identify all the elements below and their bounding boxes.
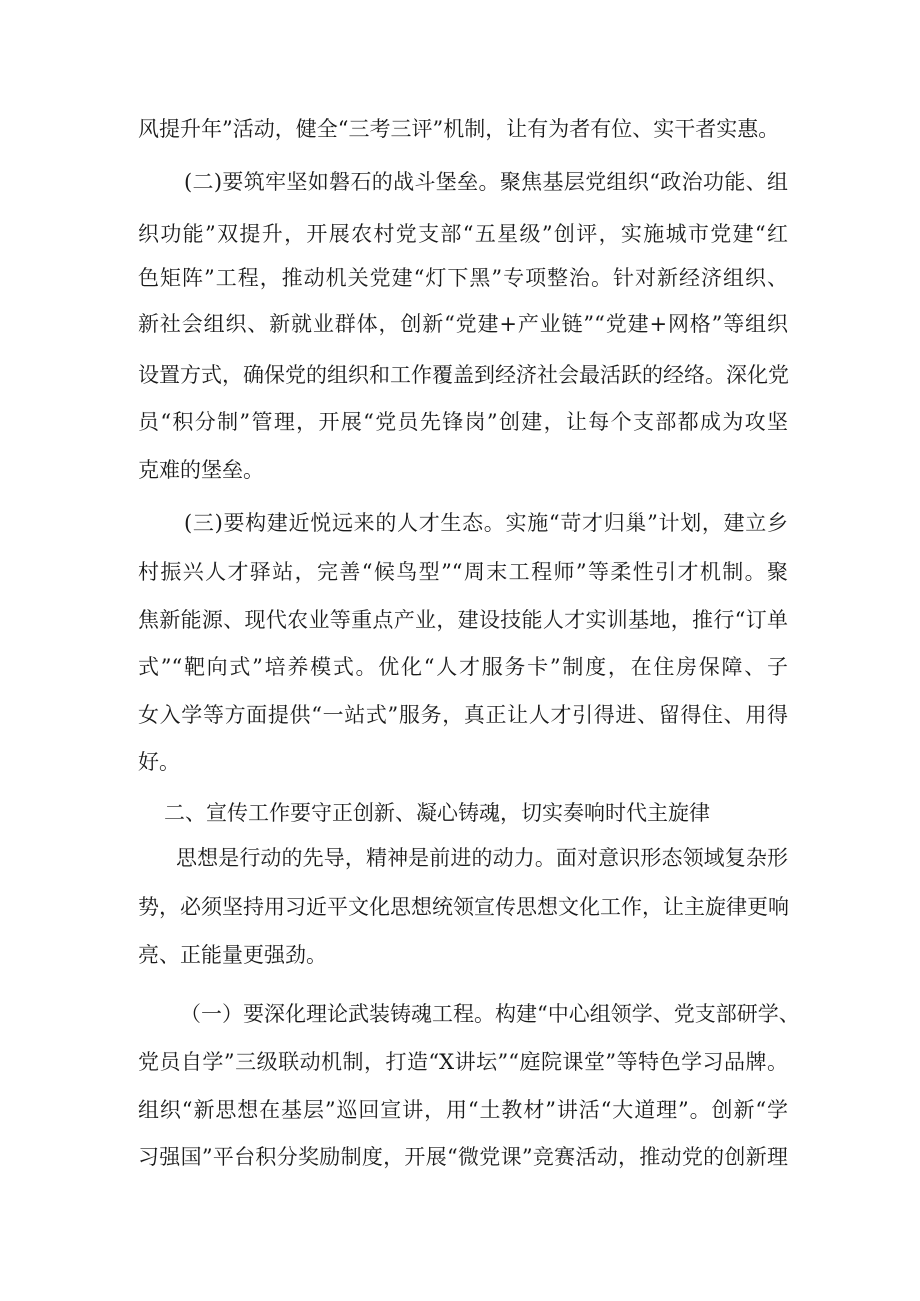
paragraph-line: 女入学等方面提供“一站式”服务，真正让人才引得进、留得住、用得	[138, 703, 788, 727]
paragraph-line: 习强国”平台积分奖励制度，开展“微党课”竞赛活动，推动党的创新理	[138, 1145, 788, 1169]
paragraph-line: 组织“新思想在基层”巡回宣讲，用“土教材”讲活“大道理”。创新“学	[138, 1098, 788, 1122]
paragraph-line: 员“积分制”管理，开展“党员先锋岗”创建，让每个支部都成为攻坚	[138, 410, 788, 434]
paragraph-line: 克难的堡垒。	[138, 458, 264, 482]
section-heading-line: (二)要筑牢坚如磐石的战斗堡垒。聚焦基层党组织“政治功能、组	[184, 170, 788, 194]
paragraph-line: 好。	[138, 750, 180, 774]
section-heading-line: (三)要构建近悦远来的人才生态。实施“苛才归巢”计划，建立乡	[184, 511, 788, 535]
paragraph-line: 织功能”双提升，开展农村党支部“五星级”创评，实施城市党建“红	[138, 222, 788, 246]
paragraph-line: 风提升年”活动，健全“三考三评”机制，让有为者有位、实干者实惠。	[138, 117, 780, 141]
paragraph-line: 党员自学”三级联动机制，打造“X讲坛”“庭院课堂”等特色学习品牌。	[138, 1050, 788, 1074]
section-heading-line: （一）要深化理论武装铸魂工程。构建“中心组领学、党支部研学、	[180, 1002, 800, 1026]
paragraph-line: 色矩阵”工程，推动机关党建“灯下黑”专项整治。针对新经济组织、	[138, 266, 788, 290]
chapter-heading: 二、宣传工作要守正创新、凝心铸魂，切实奏响时代主旋律	[164, 801, 710, 825]
paragraph-line: 设置方式，确保党的组织和工作覆盖到经济社会最活跃的经络。深化党	[138, 363, 789, 387]
paragraph-line: 亮、正能量更强劲。	[138, 943, 327, 967]
paragraph-line: 式”“靶向式”培养模式。优化“人才服务卡”制度，在住房保障、子	[138, 655, 788, 679]
paragraph-line: 势，必须坚持用习近平文化思想统领宣传思想文化工作，让主旋律更响	[138, 895, 789, 919]
paragraph-line: 焦新能源、现代农业等重点产业，建设技能人才实训基地，推行“订单	[138, 608, 788, 632]
paragraph-line: 新社会组织、新就业群体，创新“党建+产业链”“党建+网格”等组织	[138, 312, 788, 336]
paragraph-line: 思想是行动的先导，精神是前进的动力。面对意识形态领域复杂形	[176, 846, 788, 870]
paragraph-line: 村振兴人才驿站，完善“候鸟型”“周末工程师”等柔性引才机制。聚	[138, 560, 788, 584]
